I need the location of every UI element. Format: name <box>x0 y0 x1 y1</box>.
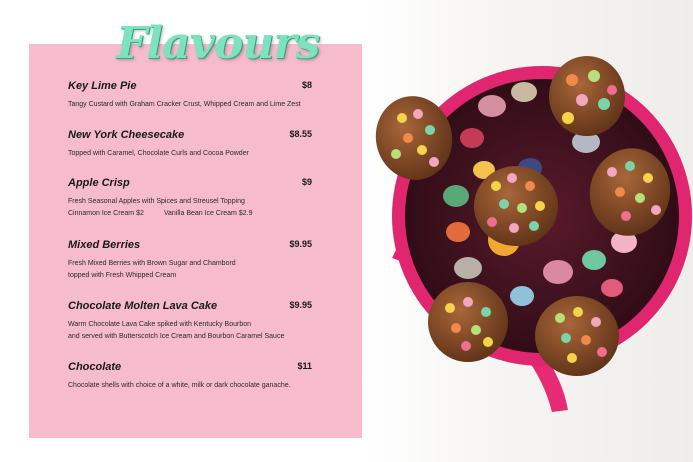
menu-item-name: Apple Crisp <box>68 177 130 189</box>
menu-item-description <box>68 196 312 220</box>
description-line: topped with Fresh Whipped Cream <box>68 272 177 279</box>
addon-option: Cinnamon Ice Cream $2 <box>68 210 144 217</box>
menu-item-name: Chocolate Molten Lava Cake <box>68 300 218 312</box>
menu-item-chocolate <box>68 361 312 392</box>
description-line: Fresh Mixed Berries with Brown Sugar and Chambord <box>68 260 236 267</box>
description-line: Warm Chocolate Lava Cake spiked with Kentucky Bourbon <box>68 321 251 328</box>
menu-title: Flavours <box>116 18 320 69</box>
menu-item-price: $11 <box>297 361 312 371</box>
dessert-photo <box>372 46 692 414</box>
menu-item-description <box>68 380 312 392</box>
menu-item-name: Mixed Berries <box>68 239 141 251</box>
menu-item-chocolate-molten-lava-cake <box>68 300 312 343</box>
menu-item-description <box>68 258 312 282</box>
menu-item-description <box>68 99 312 111</box>
menu-item-name: Key Lime Pie <box>68 80 137 92</box>
menu-item-new-york-cheesecake <box>68 129 312 160</box>
menu-item-mixed-berries <box>68 239 312 282</box>
menu-item-name: Chocolate <box>68 361 122 373</box>
description-line: Tangy Custard with Graham Cracker Crust, Whipped Cream and Lime Zest <box>68 101 301 108</box>
menu-item-apple-crisp <box>68 177 312 220</box>
description-line: and served with Butterscotch Ice Cream and Bourbon Caramel Sauce <box>68 333 285 340</box>
menu-item-key-lime-pie <box>68 80 312 111</box>
menu-item-price: $8.55 <box>289 129 312 139</box>
menu-item-price: $8 <box>301 80 312 90</box>
menu-item-price: $9 <box>301 177 312 187</box>
menu-item-price: $9.95 <box>289 239 312 249</box>
menu-item-name: New York Cheesecake <box>68 129 185 141</box>
menu-item-price: $9.95 <box>289 300 312 310</box>
menu-item-addons <box>68 208 312 220</box>
menu-item-description <box>68 148 312 160</box>
addon-option: Vanilla Bean Ice Cream $2.9 <box>163 210 253 217</box>
description-line: Topped with Caramel, Chocolate Curls and Cocoa Powder <box>68 150 249 157</box>
menu-item-description <box>68 319 312 343</box>
description-line: Chocolate shells with choice of a white, milk or dark chocolate ganache. <box>68 382 291 389</box>
description-line: Fresh Seasonal Apples with Spices and Streusel Topping <box>68 198 245 205</box>
